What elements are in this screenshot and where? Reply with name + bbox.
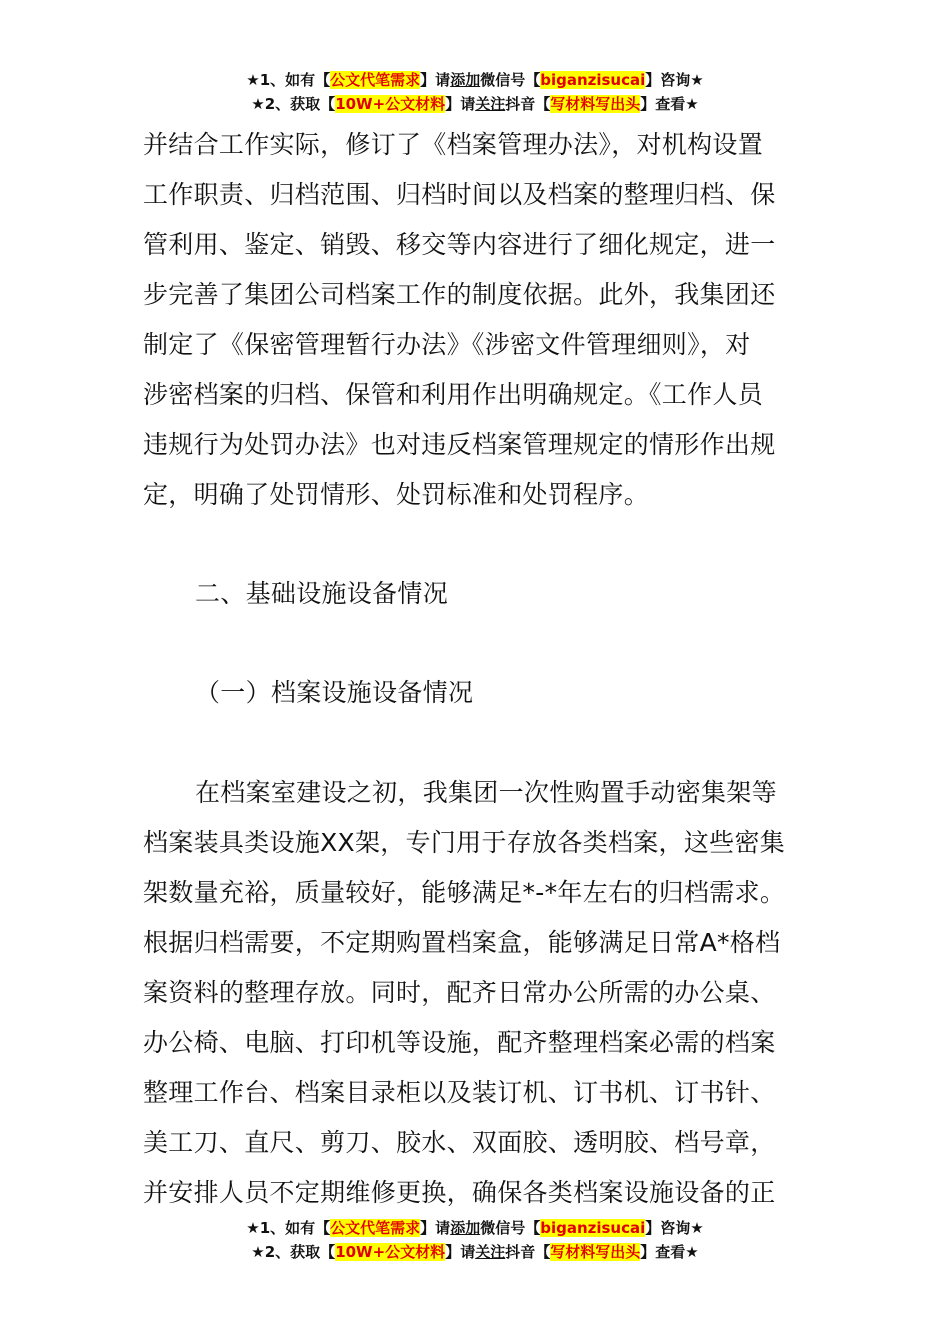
banner-underlined: 关注 <box>475 95 506 113</box>
footer-banner <box>0 1216 950 1264</box>
banner-line-2 <box>0 1240 950 1264</box>
text-line: 办公椅、电脑、打印机等设施，配齐整理档案必需的档案 <box>143 1028 776 1057</box>
header-banner <box>0 68 950 116</box>
banner-highlight: 10W+公文材料 <box>335 1243 446 1261</box>
paragraph-regulations <box>143 120 823 520</box>
text-line: 美工刀、直尺、剪刀、胶水、双面胶、透明胶、档号章， <box>143 1128 776 1157</box>
banner-line-1 <box>0 1216 950 1240</box>
text-line: 定，明确了处罚情形、处罚标准和处罚程序。 <box>143 480 650 509</box>
text-line: 档案装具类设施XX架，专门用于存放各类档案，这些密集 <box>143 828 786 857</box>
section-heading <box>195 569 875 619</box>
text-line: 步完善了集团公司档案工作的制度依据。此外，我集团还 <box>143 280 776 309</box>
text-line: 并安排人员不定期维修更换，确保各类档案设施设备的正 <box>143 1178 776 1207</box>
banner-text: ★1、如有【 <box>246 71 331 89</box>
banner-text: ★1、如有【 <box>246 1219 331 1237</box>
banner-line-2 <box>0 92 950 116</box>
banner-text: 】请 <box>445 1243 476 1261</box>
banner-text: ★2、获取【 <box>251 1243 336 1261</box>
banner-highlight: 写材料写出头 <box>550 1243 641 1261</box>
banner-highlight: biganzisucai <box>540 1219 646 1237</box>
text-line: 根据归档需要，不定期购置档案盒，能够满足日常A*格档 <box>143 928 781 957</box>
text-line: 架数量充裕，质量较好，能够满足*-*年左右的归档需求。 <box>143 878 786 907</box>
text-line: 案资料的整理存放。同时，配齐日常办公所需的办公桌、 <box>143 978 776 1007</box>
banner-text: 】请 <box>420 1219 451 1237</box>
banner-highlight: 公文代笔需求 <box>330 1219 421 1237</box>
banner-underlined: 添加 <box>450 1219 481 1237</box>
heading-text: 二、基础设施设备情况 <box>195 579 449 608</box>
paragraph-facilities <box>143 768 823 1218</box>
banner-text: ★2、获取【 <box>251 95 336 113</box>
banner-highlight: 10W+公文材料 <box>335 95 446 113</box>
banner-text: 】请 <box>445 95 476 113</box>
banner-text: 】查看★ <box>640 1243 699 1261</box>
banner-text: 】咨询★ <box>645 71 704 89</box>
text-line: 并结合工作实际，修订了《档案管理办法》，对机构设置 <box>143 130 764 159</box>
banner-text: 】咨询★ <box>645 1219 704 1237</box>
banner-text: 】请 <box>420 71 451 89</box>
banner-underlined: 添加 <box>450 71 481 89</box>
banner-underlined: 关注 <box>475 1243 506 1261</box>
text-line: 管利用、鉴定、销毁、移交等内容进行了细化规定，进一 <box>143 230 776 259</box>
banner-line-1 <box>0 68 950 92</box>
text-line: 在档案室建设之初，我集团一次性购置手动密集架等 <box>195 778 777 807</box>
banner-text: 抖音【 <box>505 1243 551 1261</box>
banner-highlight: 公文代笔需求 <box>330 71 421 89</box>
text-line: 工作职责、归档范围、归档时间以及档案的整理归档、保 <box>143 180 776 209</box>
banner-text: 】查看★ <box>640 95 699 113</box>
banner-text: 微信号【 <box>480 71 541 89</box>
banner-text: 抖音【 <box>505 95 551 113</box>
text-line: 制定了《保密管理暂行办法》《涉密文件管理细则》，对 <box>143 330 751 359</box>
banner-highlight: biganzisucai <box>540 71 646 89</box>
heading-text: （一）档案设施设备情况 <box>195 678 474 707</box>
text-line: 涉密档案的归档、保管和利用作出明确规定。《工作人员 <box>143 380 764 409</box>
banner-highlight: 写材料写出头 <box>550 95 641 113</box>
text-line: 整理工作台、档案目录柜以及装订机、订书机、订书针、 <box>143 1078 776 1107</box>
text-line: 违规行为处罚办法》也对违反档案管理规定的情形作出规 <box>143 430 776 459</box>
subsection-heading <box>195 668 875 718</box>
banner-text: 微信号【 <box>480 1219 541 1237</box>
